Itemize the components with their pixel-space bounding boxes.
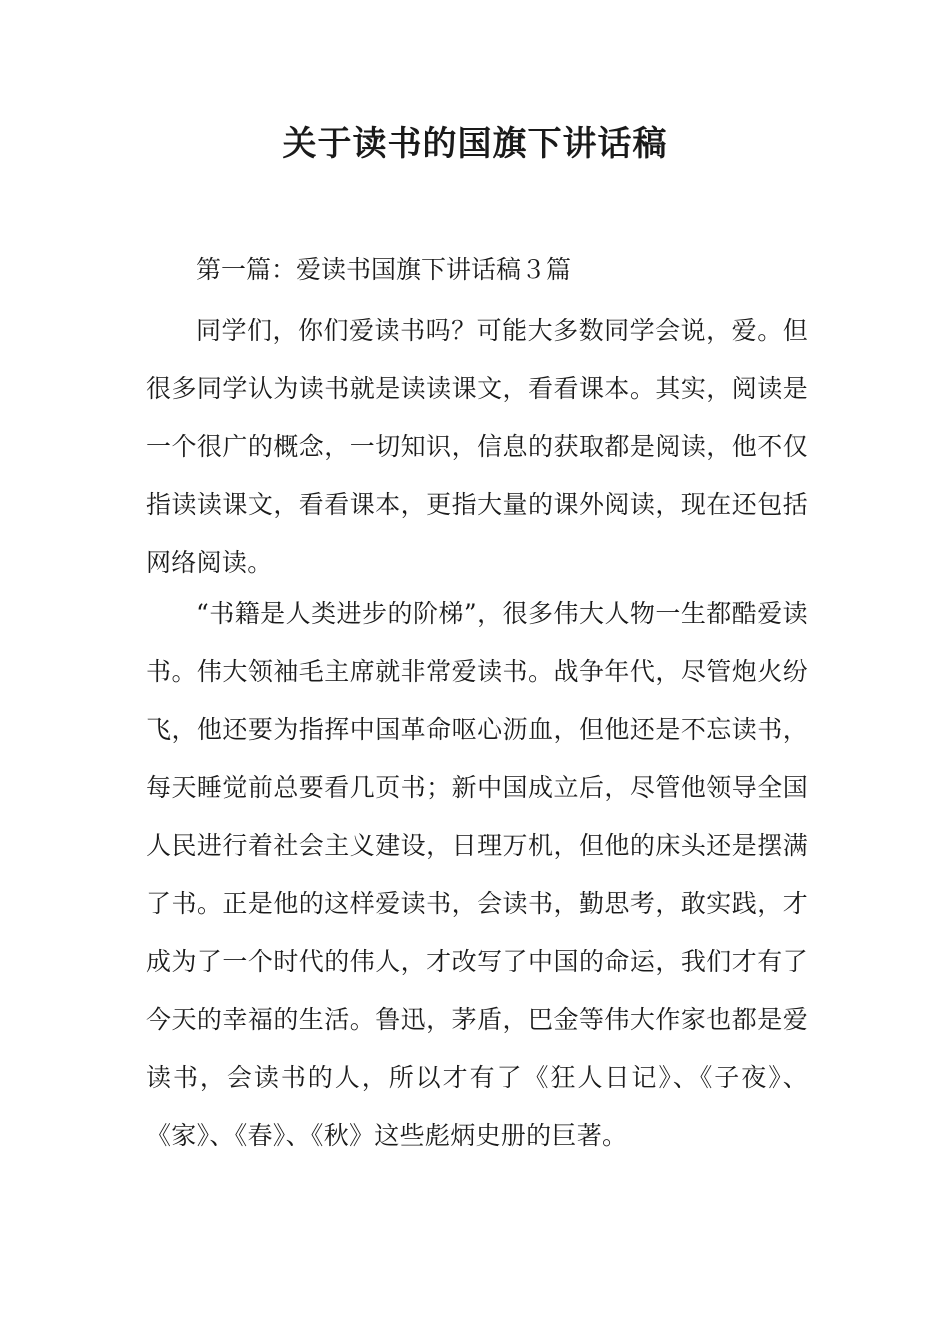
paragraph: “书籍是人类进步的阶梯”，很多伟大人物一生都酷爱读书。伟大领袖毛主席就非常爱读书。战争年代，尽管炮火纷飞，他还要为指挥中国革命呕心沥血，但他还是不忘读书，每天睡觉前总要看几页书；新中国成立后，尽管他领导全国人民进行着社会主义建设，日理万机，但他的床头还是摆满了书。正是他的这样爱读书，会读书，勤思考，敢实践，才成为了一个时代的伟人，才改写了中国的命运，我们才有了今天的幸福的生活。鲁迅，茅盾，巴金等伟大作家也都是爱读书，会读书的人，所以才有了《狂人日记》、《子夜》、《家》、《春》、《秋》这些彪炳史册的巨著。 — [146, 599, 808, 1150]
paragraph: 同学们，你们爱读书吗？可能大多数同学会说，爱。但很多同学认为读书就是读读课文，看看课本。其实，阅读是一个很广的概念，一切知识，信息的获取都是阅读，他不仅指读读课文，看看课本，更指大量的课外阅读，现在还包括网络阅读。 — [146, 316, 808, 577]
document-title: 关于读书的国旗下讲话稿 — [282, 124, 668, 164]
section-heading: 第一篇：爱读书国旗下讲话稿３篇 — [196, 255, 572, 284]
